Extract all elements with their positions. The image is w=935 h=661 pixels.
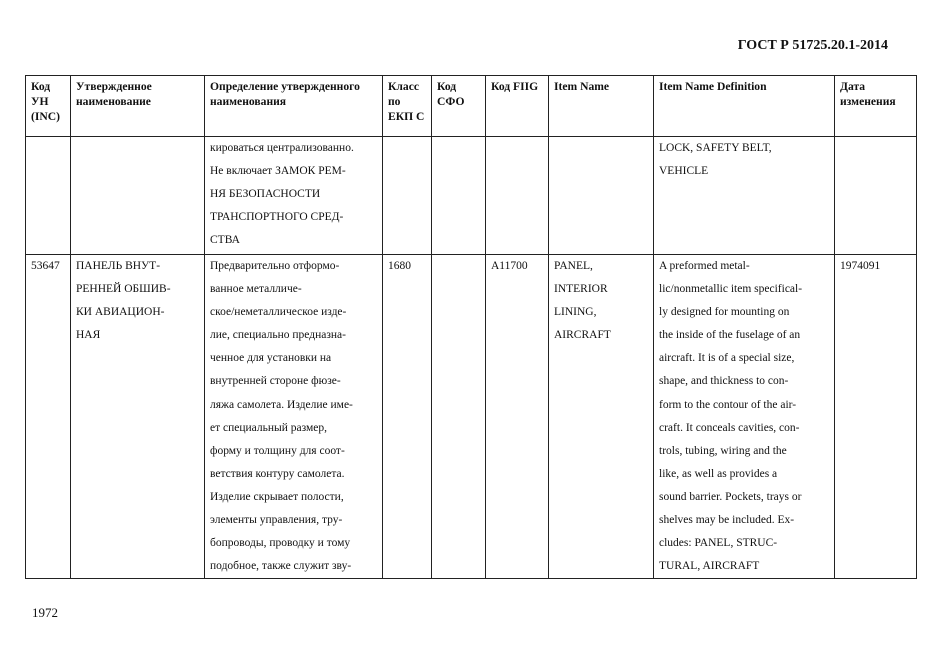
page-number: 1972	[32, 605, 58, 620]
column-header-class: Класс по ЕКП С	[383, 76, 432, 137]
cell-sfo	[432, 137, 486, 255]
column-header-name-definition: Определение утвержденного наименования	[205, 76, 383, 137]
cell-sfo	[432, 255, 486, 579]
cell-approved-name: ПАНЕЛЬ ВНУТ- РЕННЕЙ ОБШИВ- КИ АВИАЦИОН- НАЯ	[71, 255, 205, 579]
table-row	[26, 137, 917, 255]
cell-change-date	[835, 137, 917, 255]
cell-item-name	[549, 137, 654, 255]
column-header-approved-name: Утвержденное наименование	[71, 76, 205, 137]
column-header-inc: Код УН (INC)	[26, 76, 71, 137]
document-title: ГОСТ Р 51725.20.1-2014	[737, 38, 888, 53]
cell-item-name-definition: LOCK, SAFETY BELT, VEHICLE	[654, 137, 835, 255]
catalog-table	[25, 75, 917, 579]
cell-item-name: PANEL, INTERIOR LINING, AIRCRAFT	[549, 255, 654, 579]
cell-item-name-definition: A preformed metal- lic/nonmetallic item specifical- ly designed for mounting on the inside of the fuselage of an aircraft. It is of a special size, shape, and thickness to con- form to the contour of the air- craft. It conceals cavities, con- trols, tubing, wiring and the like, as well as provides a sound barrier. Pockets, trays or shelves may be included. Ex- cludes: PANEL, STRUC- TURAL, AIRCRAFT	[654, 255, 835, 579]
cell-inc	[26, 137, 71, 255]
cell-class: 1680	[383, 255, 432, 579]
cell-change-date: 1974091	[835, 255, 917, 579]
cell-fiig: A11700	[486, 255, 549, 579]
column-header-item-name: Item Name	[549, 76, 654, 137]
cell-approved-name	[71, 137, 205, 255]
cell-inc: 53647	[26, 255, 71, 579]
table-header-row	[26, 76, 917, 137]
cell-name-definition: Предварительно отформо- ванное металличе- ское/неметаллическое изде- лие, специально предназна- ченное для установки на внутренней стороне фюзе- ляжа самолета. Изделие име- ет специальный размер, форму и толщину для соот- ветствия контуру самолета. Изделие скрывает полости, элементы управления, тру- бопроводы, проводку и тому подобное, также служит зву-	[205, 255, 383, 579]
cell-class	[383, 137, 432, 255]
column-header-fiig: Код FIIG	[486, 76, 549, 137]
table-row	[26, 255, 917, 579]
column-header-sfo: Код СФО	[432, 76, 486, 137]
cell-fiig	[486, 137, 549, 255]
column-header-change-date: Дата изменения	[835, 76, 917, 137]
column-header-item-name-definition: Item Name Definition	[654, 76, 835, 137]
cell-name-definition: кироваться централизованно. Не включает ЗАМОК РЕМ- НЯ БЕЗОПАСНОСТИ ТРАНСПОРТНОГО СРЕД- СТВА	[205, 137, 383, 255]
